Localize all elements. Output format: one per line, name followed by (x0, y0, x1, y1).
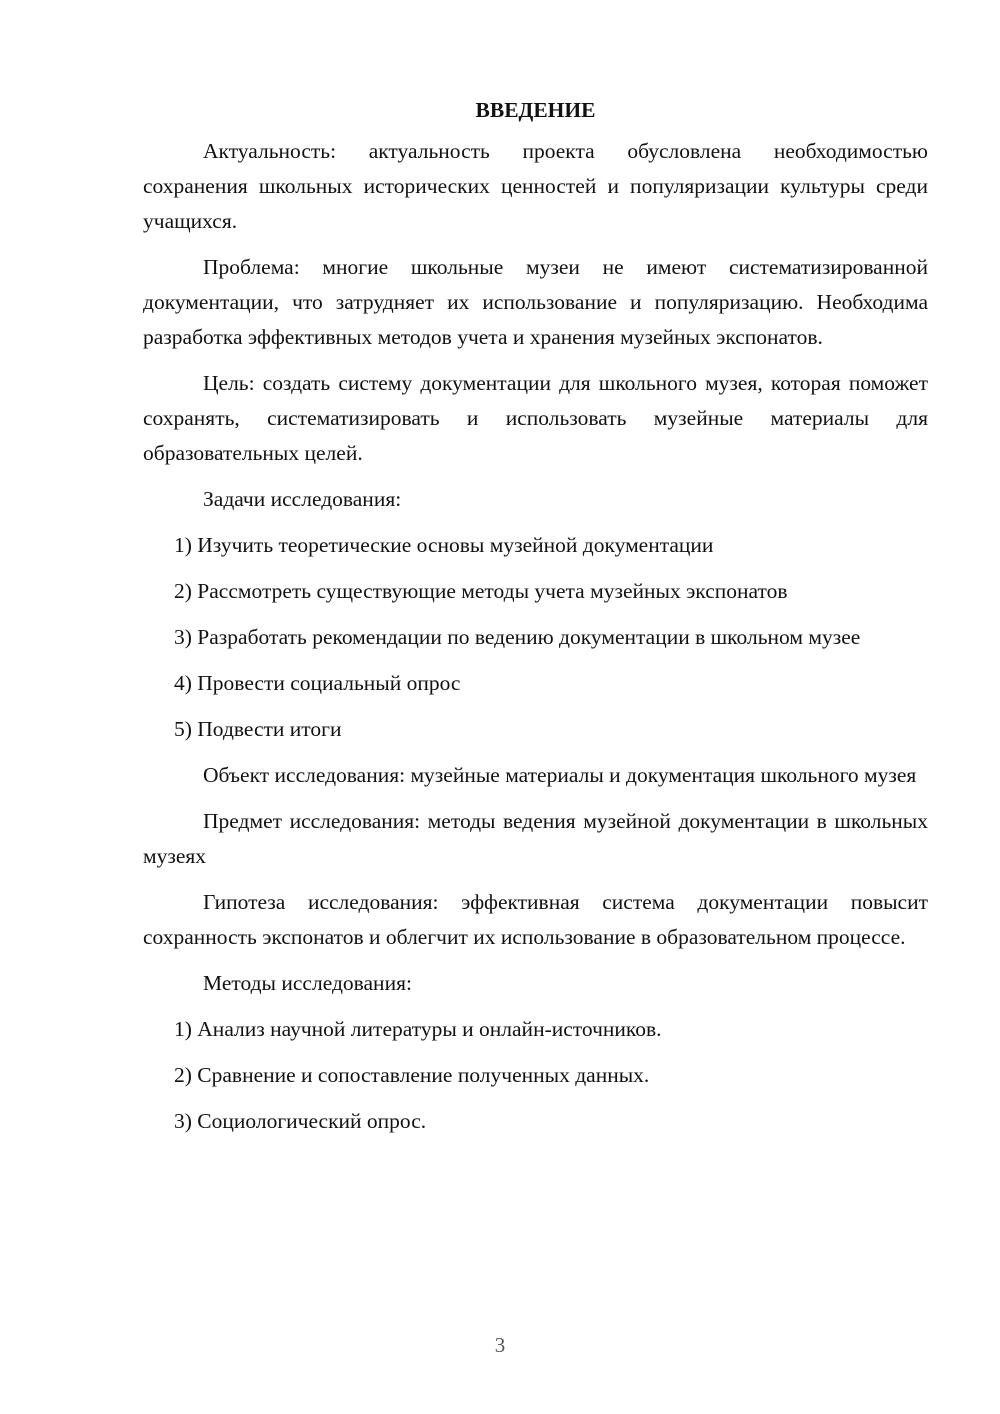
goal-paragraph: Цель: создать систему документации для школьного музея, которая поможет сохранять, систематизировать и использовать музейные материалы для образовательных целей. (143, 371, 928, 465)
page-number: 3 (494, 1333, 506, 1357)
method-item: 2) Сравнение и сопоставление полученных данных. (174, 1063, 650, 1087)
tasks-heading: Задачи исследования: (203, 487, 402, 511)
object-paragraph: Объект исследования: музейные материалы и документация школьного музея (203, 763, 917, 787)
relevance-paragraph: Актуальность: актуальность проекта обусловлена необходимостью сохранения школьных исторических ценностей и популяризации культуры среди учащихся. (143, 139, 928, 233)
task-item: 5) Подвести итоги (174, 717, 342, 741)
task-item: 3) Разработать рекомендации по ведению документации в школьном музее (174, 625, 861, 649)
methods-heading: Методы исследования: (203, 971, 412, 995)
method-item: 1) Анализ научной литературы и онлайн-источников. (174, 1017, 662, 1041)
task-item: 1) Изучить теоретические основы музейной документации (174, 533, 714, 557)
section-title: ВВЕДЕНИЕ (475, 98, 596, 122)
page-content (143, 92, 928, 1150)
problem-paragraph: Проблема: многие школьные музеи не имеют систематизированной документации, что затрудняет их использование и популяризацию. Необходима разработка эффективных методов учета и хранения музейных экспонатов. (143, 255, 928, 349)
hypothesis-paragraph: Гипотеза исследования: эффективная система документации повысит сохранность экспонатов и облегчит их использование в образовательном процессе. (143, 890, 928, 949)
task-item: 2) Рассмотреть существующие методы учета музейных экспонатов (174, 579, 788, 603)
subject-paragraph: Предмет исследования: методы ведения музейной документации в школьных музеях (143, 809, 928, 868)
method-item: 3) Социологический опрос. (174, 1109, 427, 1133)
task-item: 4) Провести социальный опрос (174, 671, 461, 695)
